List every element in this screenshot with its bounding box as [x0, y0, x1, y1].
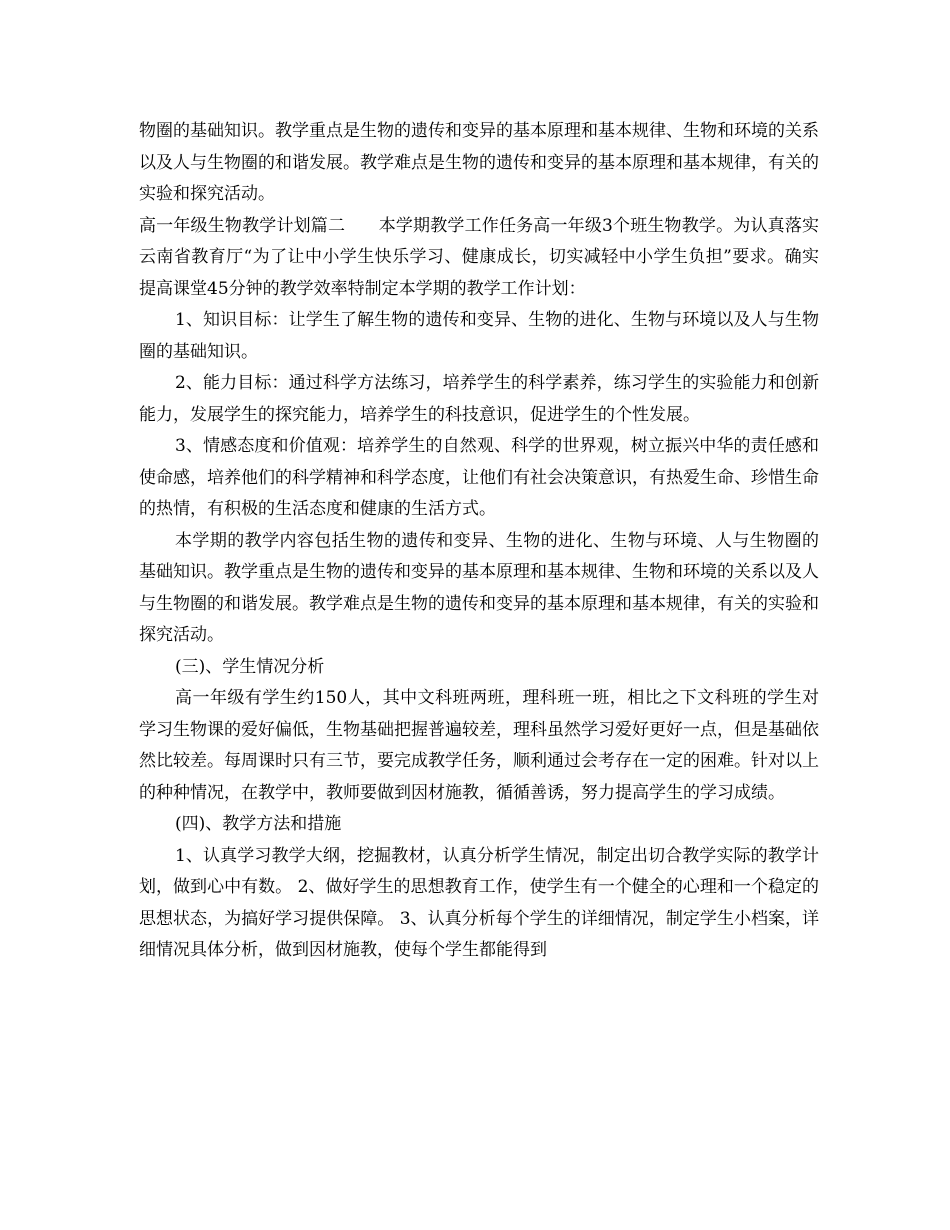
paragraph: 2、能力目标：通过科学方法练习，培养学生的科学素养，练习学生的实验能力和创新能力，发展学生的探究能力，培养学生的科技意识，促进学生的个性发展。 — [139, 373, 819, 425]
paragraph: 3、情感态度和价值观：培养学生的自然观、科学的世界观，树立振兴中华的责任感和使命感，培养他们的科学精神和科学态度，让他们有社会决策意识，有热爱生命、珍惜生命的热情，有积极的生活态度和健康的生活方式。 — [139, 436, 819, 519]
paragraph — [139, 211, 819, 306]
subsection-heading: (四)、教学方法和措施 — [175, 814, 342, 834]
section-heading: 高一年级生物教学计划篇二 — [139, 215, 346, 236]
subsection-heading: (三)、学生情况分析 — [175, 656, 325, 677]
paragraph: 物圈的基础知识。教学重点是生物的遗传和变异的基本原理和基本规律、生物和环境的关系以及人与生物圈的和谐发展。教学难点是生物的遗传和变异的基本原理和基本规律，有关的实验和探究活动。 — [139, 121, 819, 204]
paragraph: 1、知识目标：让学生了解生物的遗传和变异、生物的进化、生物与环境以及人与生物圈的基础知识。 — [139, 310, 819, 362]
paragraph: 高一年级有学生约150人，其中文科班两班，理科班一班，相比之下文科班的学生对学习生物课的爱好偏低，生物基础把握普遍较差，理科虽然学习爱好更好一点，但是基础依然比较差。每周课时只有三节，要完成教学任务，顺利通过会考存在一定的困难。针对以上的种种情况，在教学中，教师要做到因材施教，循循善诱，努力提高学生的学习成绩。 — [139, 688, 819, 803]
heading-gap — [345, 216, 379, 236]
paragraph: 1、认真学习教学大纲，挖掘教材，认真分析学生情况，制定出切合教学实际的教学计划，做到心中有数。 2、做好学生的思想教育工作，使学生有一个健全的心理和一个稳定的思想状态，为搞好学习提供保障。 3、认真分析每个学生的详细情况，制定学生小档案，详细情况具体分析，做到因材施教，使每个学生都能得到 — [139, 845, 819, 960]
paragraph-text: 本学期教学工作任务高一年级3个班生物教学。为认真落实云南省教育厅“为了让中小学生快乐学习、健康成长，切实减轻中小学生负担”要求。确实提高课堂45分钟的教学效率特制定本学期的教学工作计划： — [139, 215, 819, 299]
paragraph: 本学期的教学内容包括生物的遗传和变异、生物的进化、生物与环境、人与生物圈的基础知识。教学重点是生物的遗传和变异的基本原理和基本规律、生物和环境的关系以及人与生物圈的和谐发展。教学难点是生物的遗传和变异的基本原理和基本规律，有关的实验和探究活动。 — [139, 530, 819, 645]
document-body — [139, 116, 819, 967]
